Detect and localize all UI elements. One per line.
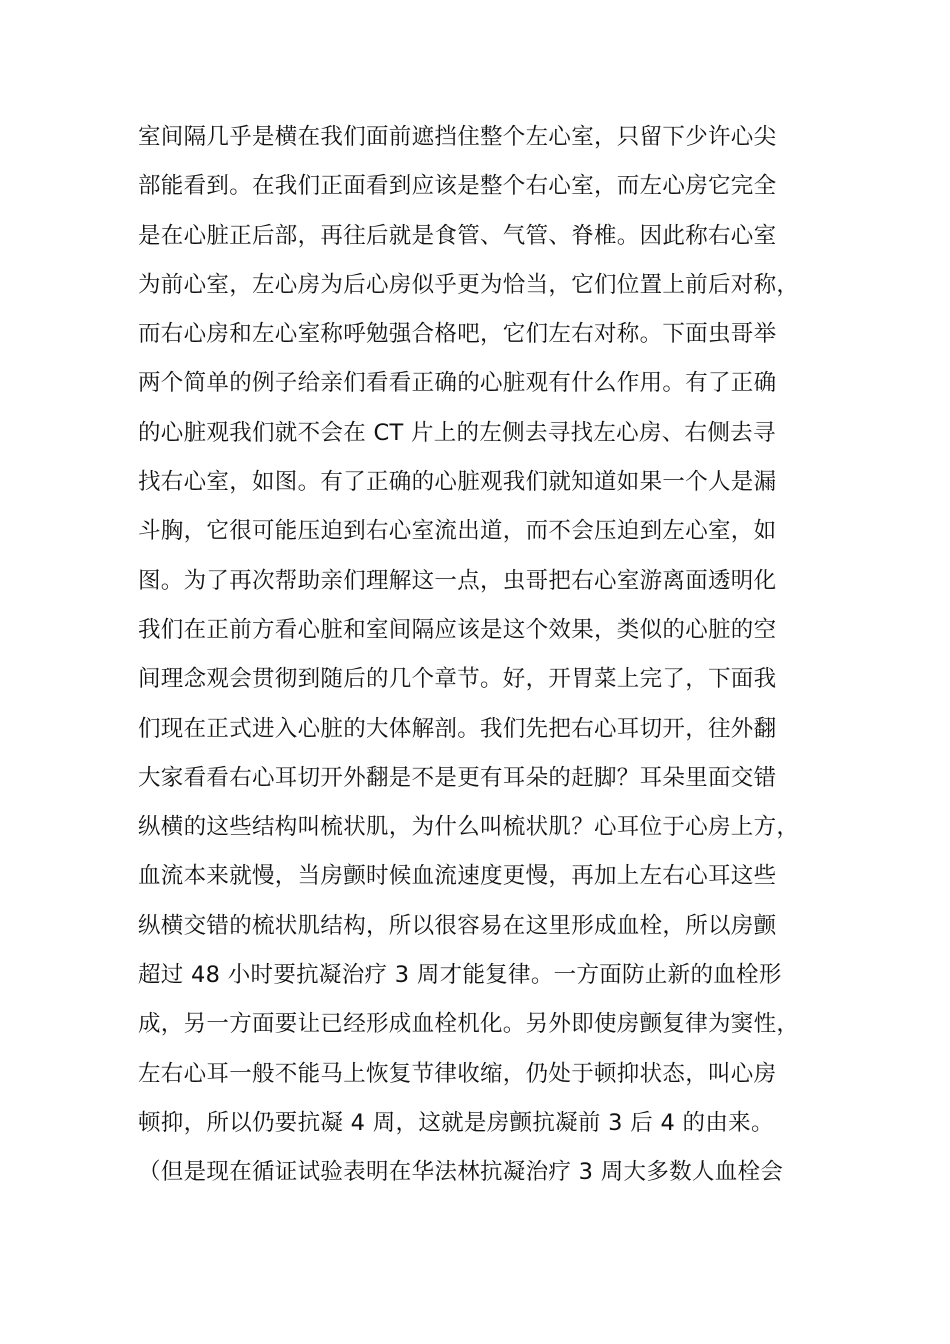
text-line: 图。为了再次帮助亲们理解这一点，虫哥把右心室游离面透明化 (138, 567, 777, 594)
text-line: 顿抑，所以仍要抗凝 4 周，这就是房颤抗凝前 3 后 4 的由来。 (138, 1109, 774, 1136)
text-line: 部能看到。在我们正面看到应该是整个右心室，而左心房它完全 (138, 173, 777, 200)
text-line: 纵横交错的梳状肌结构，所以很容易在这里形成血栓，所以房颤 (138, 912, 777, 939)
text-line: 成，另一方面要让已经形成血栓机化。另外即使房颤复律为窦性， (138, 1011, 800, 1038)
text-line: 左右心耳一般不能马上恢复节律收缩，仍处于顿抑状态，叫心房 (138, 1060, 777, 1087)
body-text (138, 113, 818, 1198)
text-line: 为前心室，左心房为后心房似乎更为恰当，它们位置上前后对称， (138, 271, 800, 298)
text-line: 们现在正式进入心脏的大体解剖。我们先把右心耳切开，往外翻 (138, 715, 777, 742)
text-line: 斗胸，它很可能压迫到右心室流出道，而不会压迫到左心室，如 (138, 518, 777, 545)
text-line: 而右心房和左心室称呼勉强合格吧，它们左右对称。下面虫哥举 (138, 321, 777, 348)
text-line: 是在心脏正后部，再往后就是食管、气管、脊椎。因此称右心室 (138, 222, 777, 249)
text-line: （但是现在循证试验表明在华法林抗凝治疗 3 周大多数人血栓会 (138, 1159, 784, 1186)
text-line: 找右心室，如图。有了正确的心脏观我们就知道如果一个人是漏 (138, 469, 777, 496)
text-line: 纵横的这些结构叫梳状肌，为什么叫梳状肌？心耳位于心房上方， (138, 814, 800, 841)
text-line: 我们在正前方看心脏和室间隔应该是这个效果，类似的心脏的空 (138, 616, 777, 643)
text-line: 室间隔几乎是横在我们面前遮挡住整个左心室，只留下少许心尖 (138, 124, 777, 150)
text-line: 血流本来就慢，当房颤时候血流速度更慢，再加上左右心耳这些 (138, 863, 777, 890)
text-line: 的心脏观我们就不会在 CT 片上的左侧去寻找左心房、右侧去寻 (138, 419, 776, 446)
text-line: 两个简单的例子给亲们看看正确的心脏观有什么作用。有了正确 (138, 370, 777, 397)
text-line: 超过 48 小时要抗凝治疗 3 周才能复律。一方面防止新的血栓形 (138, 962, 782, 989)
text-line: 间理念观会贯彻到随后的几个章节。好，开胃菜上完了，下面我 (138, 666, 777, 693)
text-line: 大家看看右心耳切开外翻是不是更有耳朵的赶脚？耳朵里面交错 (138, 764, 777, 791)
